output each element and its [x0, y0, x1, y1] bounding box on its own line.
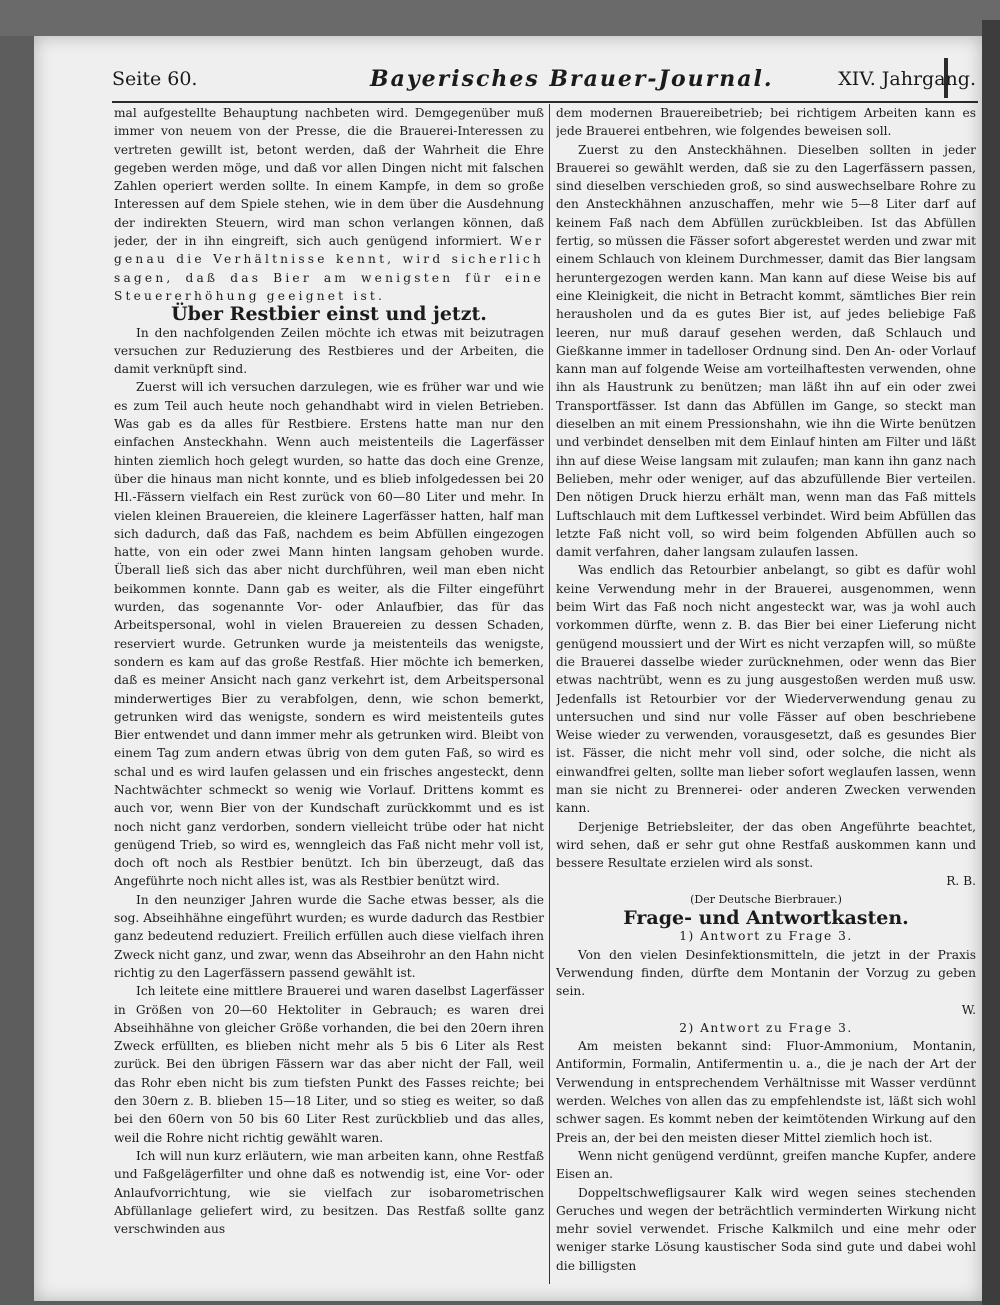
article-paragraph: dem modernen Brauereibetrieb; bei richtigem Arbeiten kann es jede Brauerei entbehren, wie folgendes beweisen soll. — [556, 106, 976, 139]
intro-spaced-text: Wer genau die Verhältnisse kennt, wird sicherlich sagen, daß das Bier am wenigsten für eine Steuererhöhung geeignet ist. — [114, 234, 544, 303]
answer-heading: 1) Antwort zu Frage 3. — [679, 929, 853, 944]
scan-top-margin — [0, 0, 1000, 36]
article-paragraph: Ich will nun kurz erläutern, wie man arbeiten kann, ohne Restfaß und Faßgelägerfilter und ohne daß es notwendig ist, eine Vor- oder Anlaufvorrichtung, wie sie vielfach zur isobarometrischen Abfüllanlage geliefert wird, zu besitzen. Das Restfaß sollte ganz verschwinden aus — [114, 1148, 544, 1237]
article-paragraph: Was endlich das Retourbier anbelangt, so gibt es dafür wohl keine Verwendung mehr in der Brauerei, ausgenommen, wenn beim Wirt das Faß noch nicht angesteckt war, was ja wohl auch vorkommen dürfte, wenn z. B. das Bier bei einer Lieferung nicht genügend moussiert und der Wirt es nicht verzapfen will, so müßte die Brauerei dasselbe wieder zurücknehmen, oder wenn das Bier etwas nachtrübt, wenn es zu jung ausgestoßen werden muß usw. Jedenfalls ist Retourbier vor der Wiederverwendung genau zu untersuchen und sind nur volle Fässer auf oben beschriebene Weise wieder zu verwenden, vorausgesetzt, daß es gesundes Bier ist. Fässer, die nicht mehr voll sind, oder solche, die nicht als einwandfrei gelten, sollte man lieber sofort weglaufen lassen, wenn man sie nicht zu Brennerei- oder anderen Zwecken verwenden kann. — [556, 563, 976, 816]
left-column — [114, 104, 544, 1284]
page-header — [112, 68, 980, 98]
source-credit: (Der Deutsche Bierbrauer.) — [690, 892, 842, 906]
column-divider — [549, 104, 550, 1284]
header-rule — [112, 101, 978, 103]
answer-paragraph: Wenn nicht genügend verdünnt, greifen manche Kupfer, andere Eisen an. — [556, 1148, 976, 1182]
answer-paragraph: Von den vielen Desinfektionsmitteln, die jetzt in der Praxis Verwendung finden, dürfte dem Montanin der Vorzug zu geben sein. — [556, 947, 976, 999]
author-signature: R. B. — [946, 874, 976, 889]
page-number: Seite 60. — [112, 68, 198, 90]
qa-section-title: Frage- und Antwortkasten. — [623, 907, 909, 930]
article-paragraph: Zuerst will ich versuchen darzulegen, wie es früher war und wie es zum Teil auch heute noch gehandhabt wird in vielen Betrieben. Was gab es da alles für Restbiere. Erstens hatte man nur den einfachen Ansteckhahn. Wenn auch meistenteils die Lagerfässer hinten ziemlich hoch gelegt wurden, so hatte das doch eine Grenze, über die hinaus man nicht konnte, und es blieb infolgedessen bei 20 Hl.-Fässern vielfach ein Rest zurück von 60—80 Liter und mehr. In vielen kleinen Brauereien, die kleinere Lagerfässer hatten, half man sich dadurch, daß das Faß, nachdem es beim Abfüllen eingezogen hatte, von ein oder zwei Mann hinten langsam gehoben wurde. Überall ließ sich das aber nicht durchführen, weil man eben nicht beikommen konnte. Dann gab es weiter, als die Filter eingeführt wurden, das sogenannte Vor- oder Anlaufbier, das für das Arbeitspersonal, wohl in vielen Brauereien zu dessen Schaden, reserviert wurde. Getrunken wurde ja meistenteils das wenigste, sondern es kam auf das große Restfaß. Hier möchte ich bemerken, daß es meiner Ansicht nach ganz verkehrt ist, dem Arbeitspersonal minderwertiges Bier zu verabfolgen, denn, wie schon bemerkt, getrunken wird das wenigste, sondern es wird meistenteils gutes Bier entwendet und dann immer mehr als getrunken wird. Bleibt von einem Tag zum andern etwas übrig von dem guten Faß, so wird es schal und es wird laufen gelassen und ein frisches angesteckt, denn Nachtwächter schmeckt so wenig wie Vorlauf. Drittens kommt es auch vor, wenn Bier von der Kundschaft zurückkommt und es ist noch nicht ganz verdorben, sondern vielleicht trübe oder hat nicht genügend Trieb, so wird es, wenngleich das Faß nicht mehr voll ist, doch oft noch als Restbier benützt. Ich bin überzeugt, daß das Angeführte noch nicht alles ist, was als Restbier benützt wird. — [114, 380, 544, 889]
answer-heading: 2) Antwort zu Frage 3. — [679, 1020, 853, 1035]
volume-label: XIV. Jahrgang. — [838, 68, 976, 90]
answer-paragraph: Doppeltschwefligsaurer Kalk wird wegen seines stechenden Geruches und wegen der beträchtlich verminderten Wirkung nicht mehr soviel verwendet. Frische Kalkmilch und eine mehr oder weniger starke Lösung kaustischer Soda sind gute und dabei wohl die billigsten — [556, 1185, 976, 1273]
article-title: Über Restbier einst und jetzt. — [171, 303, 487, 326]
answer-paragraph: Am meisten bekannt sind: Fluor-Ammonium, Montanin, Antiformin, Formalin, Antifermentin u. a., die je nach der Art der Verwendung in entsprechendem Verhältnisse mit Wasser verdünnt werden. Welches von allen das zu empfehlendste ist, läßt sich wohl schwer sagen. Es kommt neben der keimtötenden Wirkung auf den Preis an, der bei den meisten dieser Mittel ziemlich hoch ist. — [556, 1039, 976, 1145]
intro-paragraph — [114, 104, 544, 305]
right-column — [556, 104, 976, 1284]
article-paragraph: Derjenige Betriebsleiter, der das oben Angeführte beachtet, wird sehen, daß er sehr gut ohne Restfaß auskommen kann und bessere Resultate erzielen wird als sonst. — [556, 819, 976, 871]
journal-title: Bayerisches Brauer-Journal. — [370, 66, 774, 92]
scan-binding-edge — [982, 20, 1000, 1305]
article-paragraph: In den neunziger Jahren wurde die Sache etwas besser, als die sog. Abseihhähne eingeführt wurden; es wurde dadurch das Restbier ganz bedeutend reduziert. Freilich erfüllen auch diese vielfach ihren Zweck nicht ganz, und zwar, wenn das Abseihrohr an den Hahn nicht richtig zu den Lagerfässern passend gewählt ist. — [114, 892, 544, 980]
article-paragraph: Ich leitete eine mittlere Brauerei und waren daselbst Lagerfässer in Größen von 20—60 Hektoliter in Gebrauch; es waren drei Abseihhähne von gleicher Größe vorhanden, die bei den 20ern ihren Zweck erfüllten, es blieben nicht mehr als 5 bis 6 Liter als Rest zurück. Bei den übrigen Fässern war das aber nicht der Fall, weil das Rohr eben nicht bis zum tiefsten Punkt des Fasses reichte; bei den 30ern z. B. blieben 15—18 Liter, und so stieg es weiter, so daß bei den 60ern von 50 bis 60 Liter Rest zurückblieb und das alles, weil die Rohre nicht richtig gewählt waren. — [114, 984, 544, 1145]
article-paragraph: In den nachfolgenden Zeilen möchte ich etwas mit beizutragen versuchen zur Reduzierung des Restbieres und der Arbeiten, die damit verknüpft sind. — [114, 325, 544, 377]
intro-text: mal aufgestellte Behauptung nachbeten wird. Demgegenüber muß immer von neuem von der Presse, die die Brauerei-Interessen zu vertreten gewillt ist, betont werden, daß der Wahrheit die Ehre gegeben werden möge, und daß vor allen Dingen nicht mit falschen Zahlen operiert werden sollte. In einem Kampfe, in dem so große Interessen auf dem Spiele stehen, wie in dem über die Ausdehnung der indirekten Steuern, wird man schon verlangen können, daß jeder, der in ihn eingreift, sich auch genügend informiert. — [114, 106, 544, 249]
article-paragraph: Zuerst zu den Ansteckhähnen. Dieselben sollten in jeder Brauerei so gewählt werden, daß sie zu den Lagerfässern passen, sind dieselben verschieden groß, so sind auswechselbare Rohre zu den Ansteckhähnen anzuschaffen, mehr wie 5—8 Liter darf auf keinem Faß nach dem Abfüllen zurückbleiben. Ist das Abfüllen fertig, so müssen die Fässer sofort abgerestet werden und zwar mit einem Schlauch von kleinem Durchmesser, damit das Bier langsam heruntergezogen werden kann. Man kann auf diese Weise bis auf eine Kleinigkeit, die nicht in Betracht kommt, sämtliches Bier rein herausholen und da es gutes Bier ist, auf jedes beliebige Faß leeren, nur muß darauf gesehen werden, daß Schlauch und Gießkanne immer in tadelloser Ordnung sind. Den An- oder Vorlauf kann man auf folgende Weise am vorteilhaftesten verwenden, ohne ihn als Haustrunk zu benützen; man läßt ihn auf ein oder zwei Transportfässer. Ist dann das Abfüllen im Gange, so steckt man dieselben an mit einem Pressionshahn, wie ihn die Wirte benützen und verbindet denselben mit dem Einlauf hinten am Filter und läßt ihn auf diese Weise langsam mit zulaufen; man kann ihn ganz nach Belieben, mehr oder weniger, auf das abzufüllende Bier verteilen. Den nötigen Druck hierzu erhält man, wenn man das Faß mittels Luftschlauch mit dem Luftkessel verbindet. Wird beim Abfüllen das letzte Faß nicht voll, so wird beim folgenden Abfüllen auch so damit verfahren, daher langsam zulaufen lassen. — [556, 142, 976, 560]
answer-signature: W. — [961, 1002, 976, 1017]
